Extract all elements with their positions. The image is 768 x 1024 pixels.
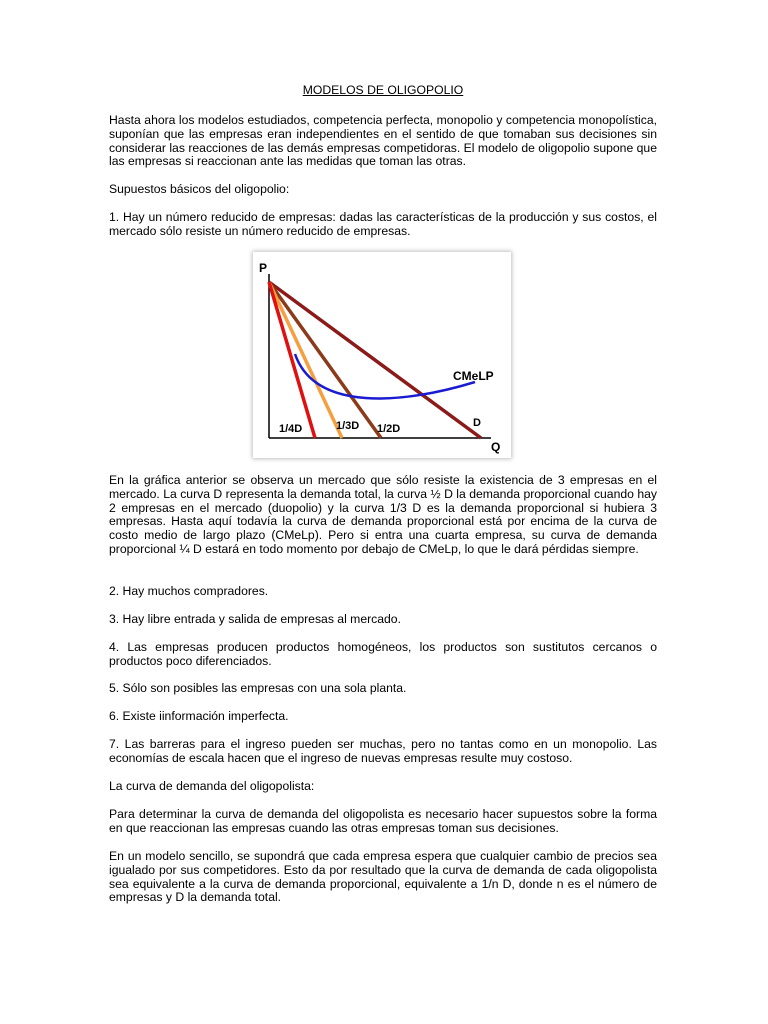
- demand-heading: La curva de demanda del oligopolista:: [109, 779, 315, 793]
- quarter-d-label: 1/4D: [279, 423, 303, 435]
- intro-paragraph: Hasta ahora los modelos estudiados, competencia perfecta, monopolio y competencia monopolística, suponían que las empresas eran independientes en el sentido de que tomaban sus decisiones sin considerar las reacciones de las demás empresas competidoras. El modelo de oligopolio supone que las empresas si reaccionan ante las medidas que toman las otras.: [109, 113, 657, 169]
- oligopoly-demand-graph: [253, 252, 511, 458]
- demand-curve-quarter-d: [269, 282, 315, 438]
- assumption-4: 4. Las empresas producen productos homogéneos, los productos son sustitutos cercanos o productos poco diferenciados.: [109, 640, 657, 668]
- figure-explanation: En la gráfica anterior se observa un mercado que sólo resiste la existencia de 3 empresas en el mercado. La curva D representa la demanda total, la curva ½ D la demanda proporcional cuando hay 2 empresas en el mercado (duopolio) y la curva 1/3 D es la demanda proporcional si hubiera 3 empresas. Hasta aquí todavía la curva de demanda proporcional está por encima de la curva de costo medio de largo plazo (CMeLp). Pero si entra una cuarta empresa, su curva de demanda proporcional ¼ D estará en todo momento por debajo de CMeLp, lo que le dará pérdidas siempre.: [109, 473, 657, 556]
- half-d-label: 1/2D: [377, 423, 401, 435]
- third-d-label: 1/3D: [336, 420, 360, 432]
- assumption-2: 2. Hay muchos compradores.: [109, 584, 269, 598]
- demand-curve-third-d: [269, 282, 342, 438]
- demand-curve-half-d: [269, 282, 381, 438]
- assumption-6: 6. Existe iinformación imperfecta.: [109, 709, 289, 723]
- oligopoly-demand-figure: [253, 252, 511, 458]
- assumptions-heading: Supuestos básicos del oligopolio:: [109, 182, 290, 196]
- document-title: MODELOS DE OLIGOPOLIO: [302, 83, 464, 97]
- demand-paragraph-1: Para determinar la curva de demanda del oligopolista es necesario hacer supuestos sobre la forma en que reaccionan las empresas cuando las otras empresas toman sus decisiones.: [109, 807, 657, 835]
- assumption-7: 7. Las barreras para el ingreso pueden ser muchas, pero no tantas como en un monopolio. Las economías de escala hacen que el ingreso de nuevas empresas resulte muy costoso.: [109, 737, 657, 765]
- demand-curve-d: [269, 282, 481, 438]
- axis-label-p: P: [259, 261, 268, 275]
- assumption-3: 3. Hay libre entrada y salida de empresas al mercado.: [109, 612, 401, 626]
- assumption-1: 1. Hay un número reducido de empresas: dadas las características de la producción y sus costos, el mercado sólo resiste un número reducido de empresas.: [109, 210, 657, 238]
- axis-label-q: Q: [491, 440, 501, 454]
- assumption-5: 5. Sólo son posibles las empresas con una sola planta.: [109, 681, 407, 695]
- d-label: D: [473, 417, 481, 429]
- cmelp-label: CMeLP: [453, 369, 494, 383]
- demand-paragraph-2: En un modelo sencillo, se supondrá que cada empresa espera que cualquier cambio de precios sea igualado por sus competidores. Esto da por resultado que la curva de demanda de cada oligopolista sea equivalente a la curva de demanda proporcional, equivalente a 1/n D, donde n es el número de empresas y D la demanda total.: [109, 849, 657, 905]
